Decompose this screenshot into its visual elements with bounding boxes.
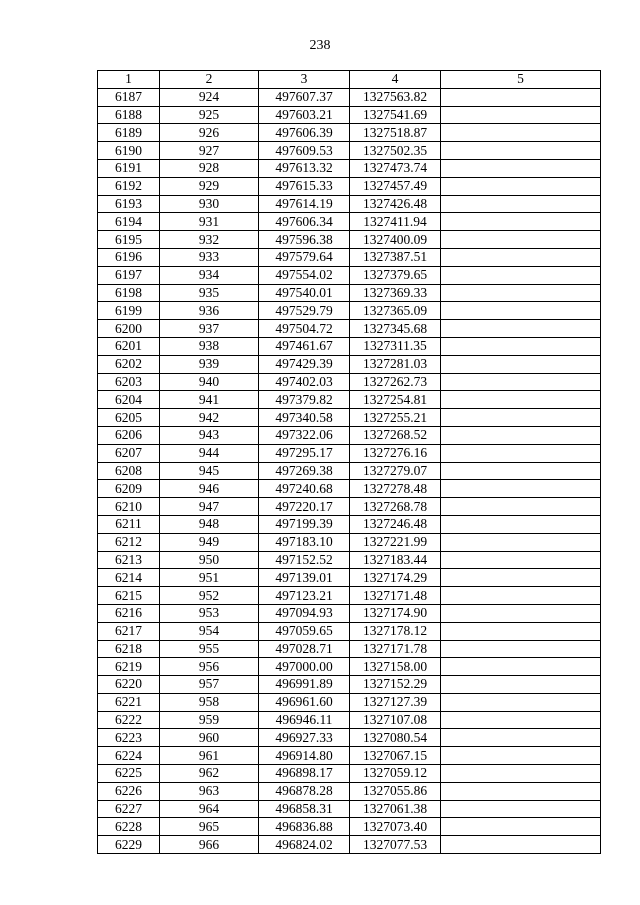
table-cell: 497059.65 [259, 622, 350, 640]
table-cell: 927 [160, 142, 259, 160]
table-cell: 6196 [98, 248, 160, 266]
table-cell: 497139.01 [259, 569, 350, 587]
table-cell: 497269.38 [259, 462, 350, 480]
table-row [98, 213, 601, 231]
table-cell: 6211 [98, 515, 160, 533]
table-cell [441, 747, 601, 765]
page-number: 238 [309, 38, 331, 53]
table-cell: 6200 [98, 320, 160, 338]
table-cell: 497183.10 [259, 533, 350, 551]
table-cell: 1327411.94 [350, 213, 441, 231]
column-header: 3 [259, 71, 350, 89]
table-cell: 937 [160, 320, 259, 338]
table-cell: 496836.88 [259, 818, 350, 836]
table-row [98, 693, 601, 711]
table-row [98, 231, 601, 249]
table-row [98, 355, 601, 373]
column-header: 4 [350, 71, 441, 89]
table-cell: 6204 [98, 391, 160, 409]
table-cell: 954 [160, 622, 259, 640]
table-cell: 6225 [98, 765, 160, 783]
table-row [98, 676, 601, 694]
table-cell: 6228 [98, 818, 160, 836]
table-cell: 951 [160, 569, 259, 587]
table-cell: 497295.17 [259, 444, 350, 462]
table-cell: 497614.19 [259, 195, 350, 213]
table-cell: 953 [160, 604, 259, 622]
table-row [98, 604, 601, 622]
table-cell [441, 444, 601, 462]
table-cell: 932 [160, 231, 259, 249]
table-cell: 497322.06 [259, 426, 350, 444]
table-cell: 1327311.35 [350, 337, 441, 355]
table-cell [441, 213, 601, 231]
table-cell: 943 [160, 426, 259, 444]
table-row [98, 818, 601, 836]
table-row [98, 266, 601, 284]
table-cell: 6191 [98, 159, 160, 177]
table-cell: 6210 [98, 498, 160, 516]
table-cell: 6212 [98, 533, 160, 551]
table-row [98, 142, 601, 160]
table-cell: 1327183.44 [350, 551, 441, 569]
table-cell: 496898.17 [259, 765, 350, 783]
table-cell: 496991.89 [259, 676, 350, 694]
table-row [98, 622, 601, 640]
table-row [98, 248, 601, 266]
table-row [98, 569, 601, 587]
table-row [98, 302, 601, 320]
table-row [98, 480, 601, 498]
table-cell [441, 409, 601, 427]
table-cell: 6227 [98, 800, 160, 818]
table-cell: 497199.39 [259, 515, 350, 533]
table-cell: 6195 [98, 231, 160, 249]
table-row [98, 836, 601, 854]
table-row [98, 587, 601, 605]
table-cell: 497094.93 [259, 604, 350, 622]
table-cell: 948 [160, 515, 259, 533]
table-cell [441, 622, 601, 640]
table-cell: 1327221.99 [350, 533, 441, 551]
column-header: 1 [98, 71, 160, 89]
table-cell: 1327473.74 [350, 159, 441, 177]
table-cell: 1327152.29 [350, 676, 441, 694]
table-cell: 6189 [98, 124, 160, 142]
table-cell: 1327400.09 [350, 231, 441, 249]
table-row [98, 658, 601, 676]
table-cell: 6217 [98, 622, 160, 640]
table-cell: 1327067.15 [350, 747, 441, 765]
table-cell [441, 142, 601, 160]
table-cell: 949 [160, 533, 259, 551]
table-cell: 497554.02 [259, 266, 350, 284]
table-cell: 6188 [98, 106, 160, 124]
table-cell [441, 337, 601, 355]
table-cell: 1327457.49 [350, 177, 441, 195]
table-cell: 1327174.29 [350, 569, 441, 587]
table-row [98, 409, 601, 427]
table-cell [441, 124, 601, 142]
table-cell: 6198 [98, 284, 160, 302]
table-cell [441, 693, 601, 711]
table-cell [441, 800, 601, 818]
table-cell: 497603.21 [259, 106, 350, 124]
table-cell: 497461.67 [259, 337, 350, 355]
table-cell: 497613.32 [259, 159, 350, 177]
table-cell [441, 231, 601, 249]
table-cell [441, 355, 601, 373]
table-row [98, 498, 601, 516]
table-cell: 6207 [98, 444, 160, 462]
table-cell: 964 [160, 800, 259, 818]
table-cell: 947 [160, 498, 259, 516]
table-cell: 6208 [98, 462, 160, 480]
table-row [98, 320, 601, 338]
table-cell: 1327279.07 [350, 462, 441, 480]
table-cell [441, 765, 601, 783]
table-row [98, 88, 601, 106]
table-cell: 929 [160, 177, 259, 195]
table-cell: 497123.21 [259, 587, 350, 605]
table-row [98, 444, 601, 462]
table-row [98, 195, 601, 213]
table-cell [441, 462, 601, 480]
table-cell: 1327107.08 [350, 711, 441, 729]
table-cell [441, 88, 601, 106]
table-cell: 955 [160, 640, 259, 658]
table-cell: 1327518.87 [350, 124, 441, 142]
table-row [98, 462, 601, 480]
table-cell: 1327268.78 [350, 498, 441, 516]
table-cell: 6201 [98, 337, 160, 355]
table-cell: 497340.58 [259, 409, 350, 427]
table-row [98, 373, 601, 391]
table-cell: 497607.37 [259, 88, 350, 106]
column-header: 5 [441, 71, 601, 89]
table-cell: 956 [160, 658, 259, 676]
table-cell: 933 [160, 248, 259, 266]
table-cell: 1327365.09 [350, 302, 441, 320]
table-cell [441, 533, 601, 551]
table-cell [441, 836, 601, 854]
table-cell: 6209 [98, 480, 160, 498]
table-cell: 497152.52 [259, 551, 350, 569]
table-cell [441, 569, 601, 587]
table-cell: 1327246.48 [350, 515, 441, 533]
table-cell: 496824.02 [259, 836, 350, 854]
table-cell [441, 106, 601, 124]
table-cell [441, 498, 601, 516]
table-cell: 1327502.35 [350, 142, 441, 160]
table-row [98, 124, 601, 142]
table-cell: 6199 [98, 302, 160, 320]
table-cell [441, 159, 601, 177]
table-cell: 6187 [98, 88, 160, 106]
table-cell: 497028.71 [259, 640, 350, 658]
table-cell [441, 818, 601, 836]
table-cell [441, 284, 601, 302]
table-cell: 6220 [98, 676, 160, 694]
table-cell: 1327387.51 [350, 248, 441, 266]
table-cell: 960 [160, 729, 259, 747]
table-cell: 496946.11 [259, 711, 350, 729]
table-cell: 1327171.48 [350, 587, 441, 605]
table-cell: 6192 [98, 177, 160, 195]
table-cell: 497579.64 [259, 248, 350, 266]
table-cell: 934 [160, 266, 259, 284]
table-cell: 931 [160, 213, 259, 231]
table-cell: 957 [160, 676, 259, 694]
table-cell: 1327262.73 [350, 373, 441, 391]
table-cell: 1327281.03 [350, 355, 441, 373]
table-cell: 925 [160, 106, 259, 124]
table-cell: 6216 [98, 604, 160, 622]
table-cell: 6213 [98, 551, 160, 569]
table-row [98, 106, 601, 124]
table-row [98, 177, 601, 195]
table-cell [441, 515, 601, 533]
table-cell: 6224 [98, 747, 160, 765]
table-cell: 1327055.86 [350, 782, 441, 800]
table-cell: 1327174.90 [350, 604, 441, 622]
table-cell: 6218 [98, 640, 160, 658]
table-cell: 6197 [98, 266, 160, 284]
table-cell: 939 [160, 355, 259, 373]
table-cell [441, 302, 601, 320]
table-cell: 1327563.82 [350, 88, 441, 106]
table-cell: 1327158.00 [350, 658, 441, 676]
table-cell: 936 [160, 302, 259, 320]
table-cell: 497000.00 [259, 658, 350, 676]
table-row [98, 551, 601, 569]
table-cell [441, 373, 601, 391]
table-cell [441, 676, 601, 694]
table-cell [441, 711, 601, 729]
table-cell: 952 [160, 587, 259, 605]
table-cell: 6223 [98, 729, 160, 747]
table-cell: 497529.79 [259, 302, 350, 320]
table-cell [441, 177, 601, 195]
table-cell: 6226 [98, 782, 160, 800]
table-row [98, 782, 601, 800]
table-cell: 944 [160, 444, 259, 462]
table-cell [441, 391, 601, 409]
table-cell: 6219 [98, 658, 160, 676]
table-cell: 6203 [98, 373, 160, 391]
table-row [98, 711, 601, 729]
table-cell [441, 266, 601, 284]
table-cell [441, 480, 601, 498]
table-cell: 928 [160, 159, 259, 177]
table-cell: 940 [160, 373, 259, 391]
table-cell [441, 195, 601, 213]
table-row [98, 800, 601, 818]
table-row [98, 391, 601, 409]
table-cell [441, 248, 601, 266]
table-cell: 924 [160, 88, 259, 106]
table-cell: 6221 [98, 693, 160, 711]
table-cell: 6215 [98, 587, 160, 605]
table-cell: 942 [160, 409, 259, 427]
table-cell: 965 [160, 818, 259, 836]
table-cell: 941 [160, 391, 259, 409]
table-cell: 946 [160, 480, 259, 498]
table-cell: 1327278.48 [350, 480, 441, 498]
table-row [98, 640, 601, 658]
table-cell: 497220.17 [259, 498, 350, 516]
table-cell: 6222 [98, 711, 160, 729]
table-cell [441, 604, 601, 622]
table-cell: 959 [160, 711, 259, 729]
table-cell: 1327059.12 [350, 765, 441, 783]
header-row [98, 71, 601, 89]
table-cell: 497379.82 [259, 391, 350, 409]
table-cell: 497402.03 [259, 373, 350, 391]
table-cell: 497240.68 [259, 480, 350, 498]
table-cell: 6194 [98, 213, 160, 231]
table-cell: 6206 [98, 426, 160, 444]
table-cell: 496914.80 [259, 747, 350, 765]
table-cell: 6190 [98, 142, 160, 160]
table-cell: 497615.33 [259, 177, 350, 195]
table-cell: 1327369.33 [350, 284, 441, 302]
table-cell: 6193 [98, 195, 160, 213]
table-row [98, 284, 601, 302]
table-cell [441, 782, 601, 800]
table-body [98, 88, 601, 853]
table-cell: 926 [160, 124, 259, 142]
table-cell: 6229 [98, 836, 160, 854]
table-cell: 1327276.16 [350, 444, 441, 462]
table-cell: 1327345.68 [350, 320, 441, 338]
table-cell: 930 [160, 195, 259, 213]
table-row [98, 426, 601, 444]
table-row [98, 533, 601, 551]
table-cell: 1327080.54 [350, 729, 441, 747]
table-cell [441, 587, 601, 605]
column-header: 2 [160, 71, 259, 89]
table-cell [441, 426, 601, 444]
table-cell: 1327255.21 [350, 409, 441, 427]
table-cell: 961 [160, 747, 259, 765]
table-cell: 497609.53 [259, 142, 350, 160]
table-cell: 966 [160, 836, 259, 854]
table-cell: 935 [160, 284, 259, 302]
table-cell: 497606.34 [259, 213, 350, 231]
table-cell: 497540.01 [259, 284, 350, 302]
table-row [98, 159, 601, 177]
table-row [98, 729, 601, 747]
table-row [98, 337, 601, 355]
table-cell [441, 640, 601, 658]
table-cell [441, 729, 601, 747]
table-cell: 497606.39 [259, 124, 350, 142]
table-cell [441, 320, 601, 338]
coordinates-table [97, 70, 601, 854]
table-cell: 497504.72 [259, 320, 350, 338]
table-cell: 938 [160, 337, 259, 355]
table-cell: 1327426.48 [350, 195, 441, 213]
table-row [98, 747, 601, 765]
table-cell: 496927.33 [259, 729, 350, 747]
table-cell: 958 [160, 693, 259, 711]
table-cell: 1327061.38 [350, 800, 441, 818]
table-cell: 497596.38 [259, 231, 350, 249]
table-cell: 962 [160, 765, 259, 783]
table-cell: 1327254.81 [350, 391, 441, 409]
table-cell: 1327541.69 [350, 106, 441, 124]
table-cell: 1327171.78 [350, 640, 441, 658]
table-cell: 496961.60 [259, 693, 350, 711]
table-cell: 496858.31 [259, 800, 350, 818]
table-cell: 6214 [98, 569, 160, 587]
table-cell: 497429.39 [259, 355, 350, 373]
table-cell: 6202 [98, 355, 160, 373]
table-cell: 1327077.53 [350, 836, 441, 854]
table-cell [441, 551, 601, 569]
table-row [98, 515, 601, 533]
table-cell: 1327268.52 [350, 426, 441, 444]
table-cell: 950 [160, 551, 259, 569]
table-cell: 1327379.65 [350, 266, 441, 284]
table-cell: 945 [160, 462, 259, 480]
table-cell: 6205 [98, 409, 160, 427]
table-cell: 1327178.12 [350, 622, 441, 640]
table-row [98, 765, 601, 783]
table-cell: 1327127.39 [350, 693, 441, 711]
table-cell: 963 [160, 782, 259, 800]
table-cell: 496878.28 [259, 782, 350, 800]
table-cell [441, 658, 601, 676]
table-cell: 1327073.40 [350, 818, 441, 836]
